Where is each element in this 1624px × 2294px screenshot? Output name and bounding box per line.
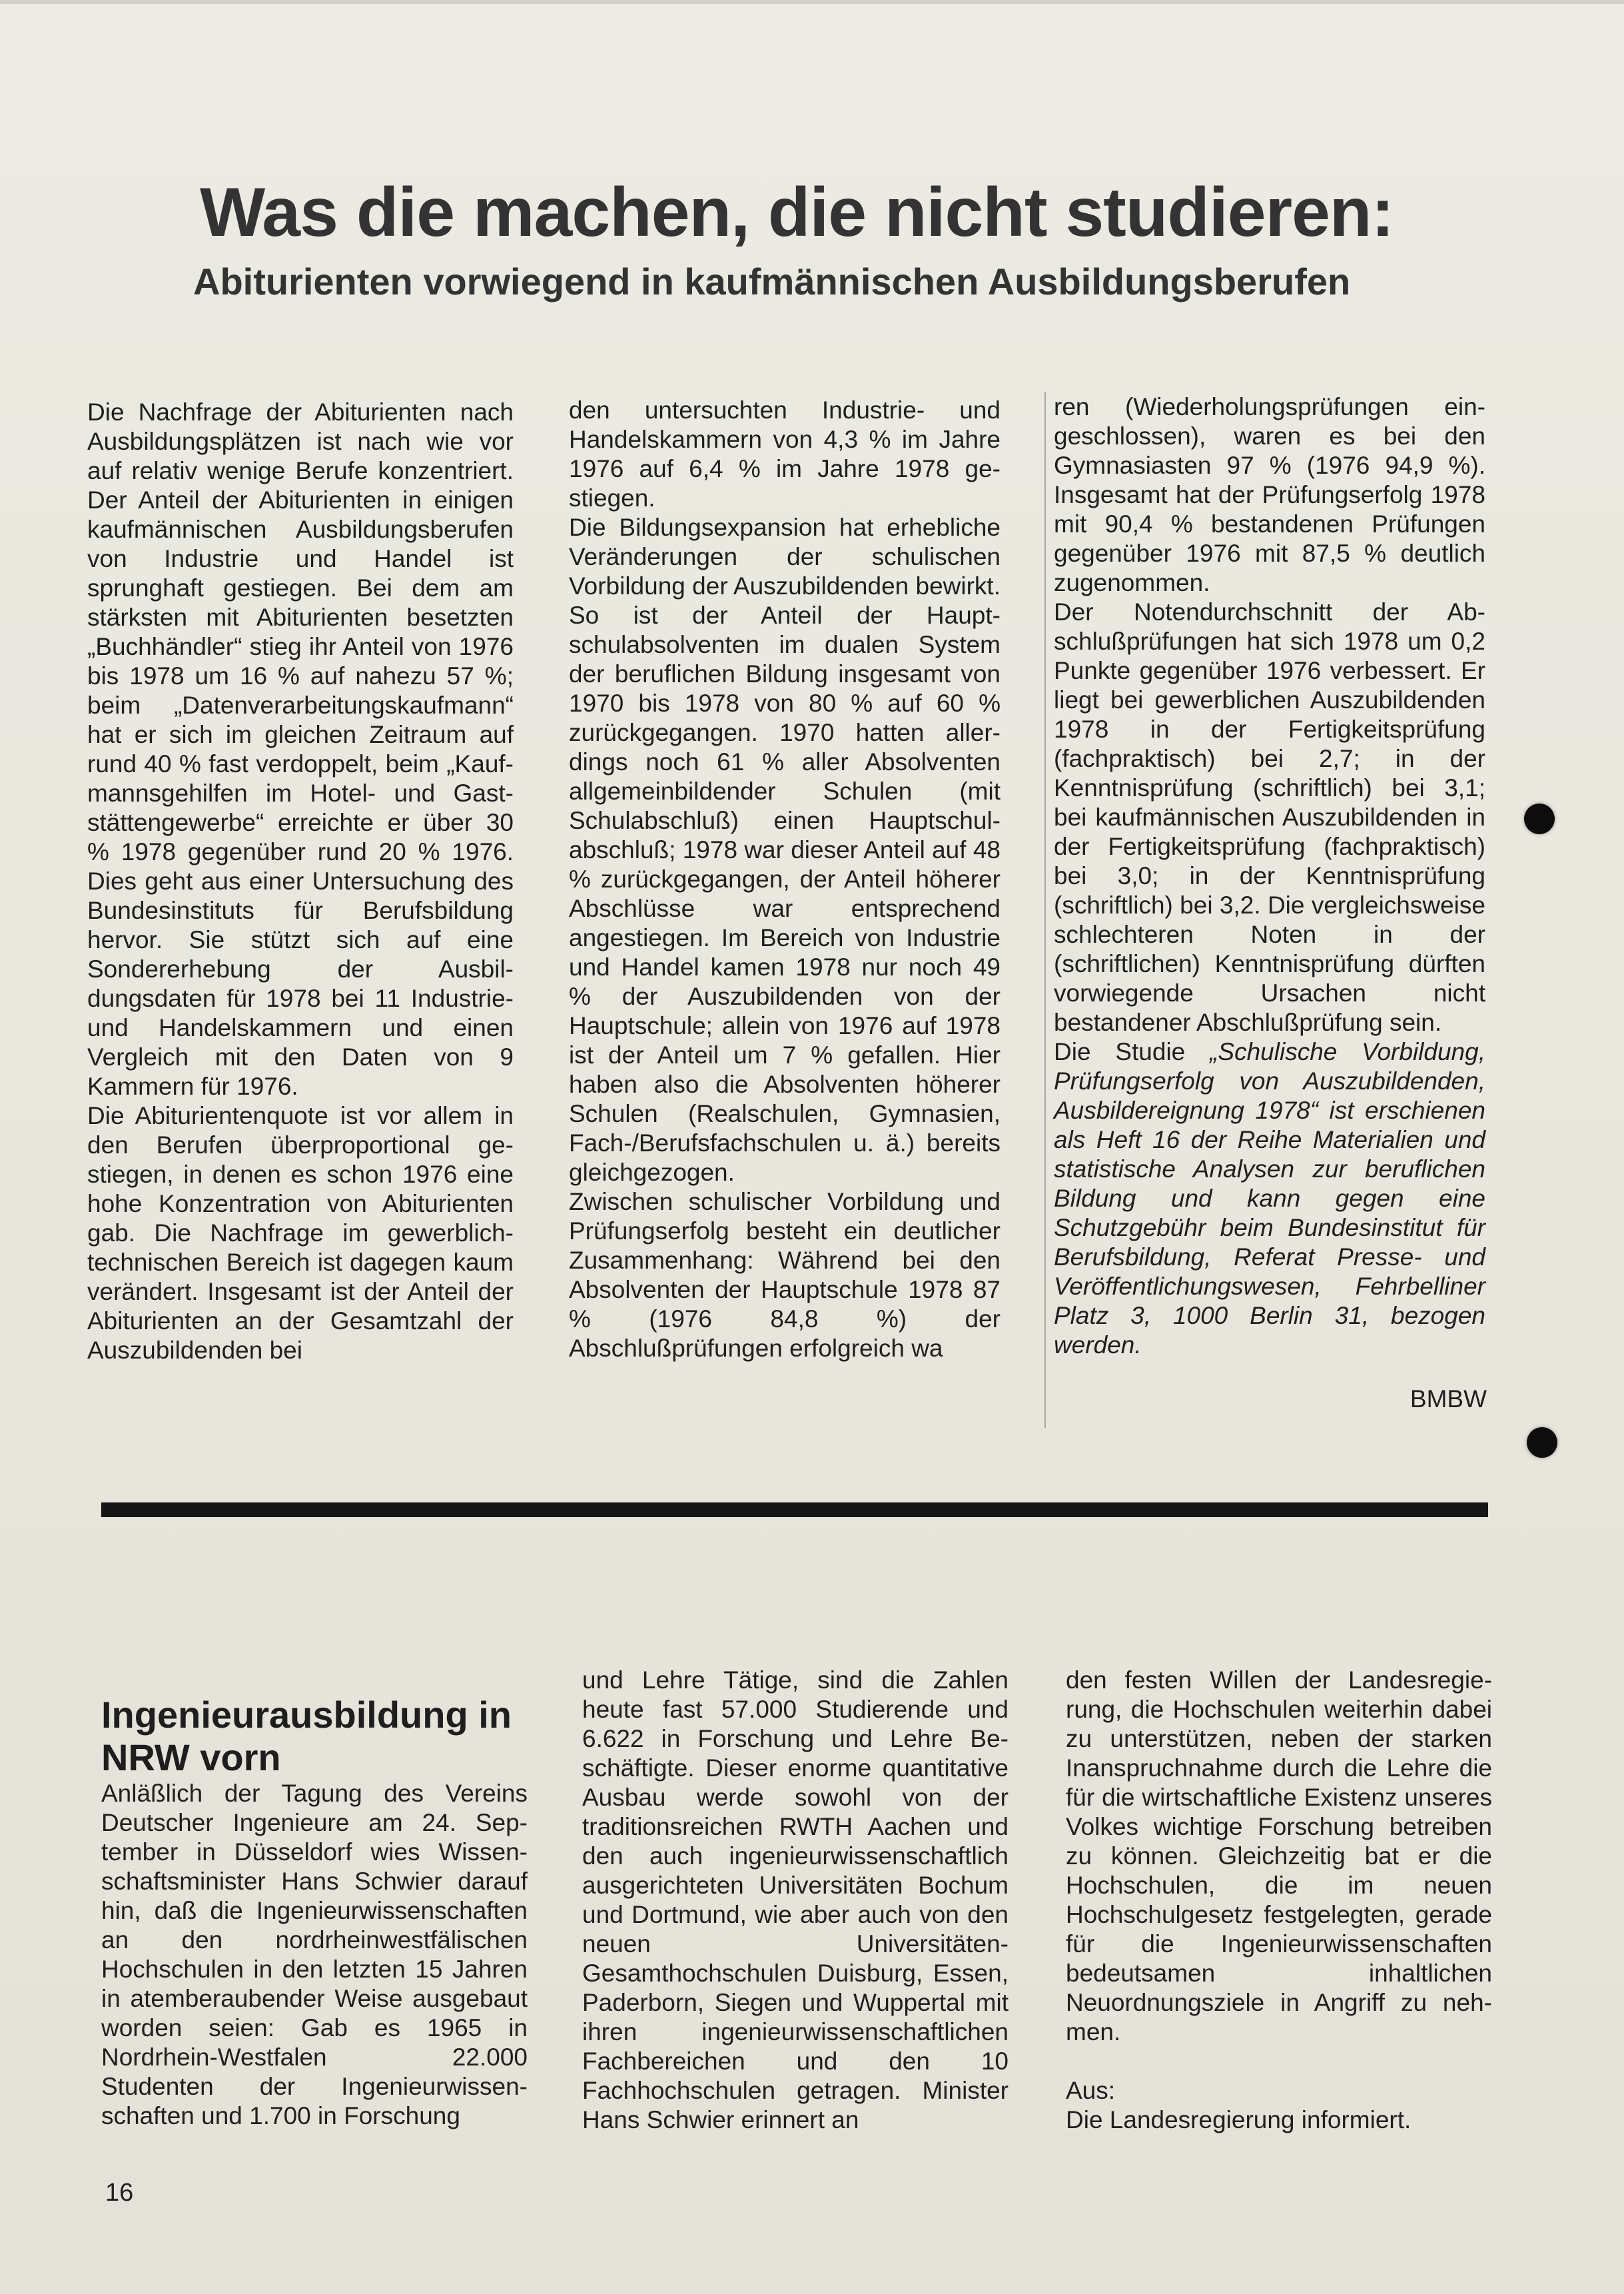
paragraph: Die Bildungsexpansion hat erhebliche Veränderungen der schulischen Vorbildung der Auszubildenden bewirkt. So ist der Anteil der Hauptschulabsolventen im dualen System der beruflichen Bildung insgesamt von 1970 bis 1978 von 80 % auf 60 % zurückgegangen. 1970 hatten allerdings noch 61 % aller Absolventen allgemeinbildender Schulen (mit Schulabschluß) einen Hauptschulabschluß; 1978 war dieser Anteil auf 48 % zurückgegangen, der Anteil höherer Abschlüsse war entsprechend angestiegen. Im Bereich von Industrie und Handel kamen 1978 nur noch 49 % der Auszubildenden von der Hauptschule; allein von 1976 auf 1978 ist der Anteil um 7 % gefallen. Hier haben also die Absolventen höherer Schulen (Realschulen, Gymnasien, Fach-/Berufsfachschulen u. ä.) bereits gleichgezogen.: [569, 514, 1001, 1186]
spacer: [1066, 2047, 1492, 2076]
study-citation: „Schulische Vorbildung, Prüfungserfolg von Auszubildenden, Ausbildereignung 1978“ ist erschienen als Heft 16 der Reihe Materialien und statistische Analysen zur beruflichen Bildung und kann gegen eine Schutzgebühr beim Bundesinstitut für Berufsbildung, Referat Presse- und Veröffentlichungswesen, Fehrbelliner Platz 3, 1000 Berlin 31, bezogen werden.: [1054, 1038, 1485, 1359]
article-signature: BMBW: [1410, 1385, 1487, 1413]
paragraph: Die Nachfrage der Abiturienten nach Ausbildungsplätzen ist nach wie vor auf relativ wenige Berufe konzentriert. Der Anteil der Abiturienten in einigen kaufmännischen Ausbildungsberufen von Industrie und Handel ist sprunghaft gestiegen. Bei dem am stärksten mit Abiturienten besetzten „Buchhändler“ stieg ihr Anteil von 1976 bis 1978 um 16 % auf nahezu 57 %; beim „Datenverarbeitungskaufmann“ hat er sich im gleichen Zeitraum auf rund 40 % fast verdoppelt, beim „Kaufmannsgehilfen im Hotel- und Gaststättengewerbe“ erreichte er über 30 % 1978 gegenüber rund 20 % 1976. Dies geht aus einer Untersuchung des Bundesinstituts für Berufsbildung hervor. Sie stützt sich auf eine Sondererhebung der Ausbildungsdaten für 1978 bei 11 Industrie- und Handelskammern und einen Vergleich mit den Daten von 9 Kammern für 1976.: [87, 398, 514, 1100]
paragraph: Anläßlich der Tagung des Vereins Deutscher Ingenieure am 24. September in Düsseldorf wies Wissenschaftsminister Hans Schwier darauf hin, daß die Ingenieurwissenschaften an den nordrheinwestfälischen Hochschulen in den letzten 15 Jahren in atemberaubender Weise ausgebaut worden seien: Gab es 1965 in Nordrhein-Westfalen 22.000 Studenten der Ingenieurwissenschaften und 1.700 in Forschung: [101, 1780, 528, 2129]
source-name: Die Landesregierung informiert.: [1066, 2106, 1412, 2133]
paragraph: Zwischen schulischer Vorbildung und Prüfungserfolg besteht ein deutlicher Zusammenhang: Während bei den Absolventen der Hauptschule 1978 87 % (1976 84,8 %) der Abschlußprüfungen erfolgreich wa: [569, 1188, 1001, 1362]
article-subheadline: Abiturienten vorwiegend in kaufmännischen Ausbildungsberufen: [193, 261, 1351, 302]
paragraph: den festen Willen der Landesregierung, die Hochschulen weiterhin dabei zu unterstützen, neben der starken Inanspruchnahme durch die Lehre die für die wirtschaftliche Existenz unseres Volkes wichtige Forschung betreiben zu können. Gleichzeitig bat er die Hochschulen, die im neuen Hochschulgesetz festgelegten, gerade für die Ingenieurwissenschaften bedeutsamen inhaltlichen Neuordnungsziele in Angriff zu nehmen.: [1066, 1666, 1492, 2045]
article2-column-2: [582, 1666, 1009, 2135]
paragraph: und Lehre Tätige, sind die Zahlen heute fast 57.000 Studierende und 6.622 in Forschung und Lehre Beschäftigte. Dieser enorme quantitative Ausbau werde sowohl von der traditionsreichen RWTH Aachen und den auch ingenieurwissenschaftlich ausgerichteten Universitäten Bochum und Dortmund, wie aber auch von den neuen Universitäten-Gesamthochschulen Duisburg, Essen, Paderborn, Siegen und Wuppertal mit ihren ingenieurwissenschaftlichen Fachbereichen und den 10 Fachhochschulen getragen. Minister Hans Schwier erinnert an: [582, 1666, 1009, 2133]
study-reference: [1054, 1037, 1485, 1360]
article1-column-2: [569, 396, 1001, 1363]
punch-hole: [1524, 804, 1555, 834]
paragraph: ren (Wiederholungsprüfungen eingeschlossen), waren es bei den Gymnasiasten 97 % (1976 94,9 %). Insgesamt hat der Prüfungserfolg 1978 mit 90,4 % bestandenen Prüfungen gegenüber 1976 mit 87,5 % deutlich zugenommen.: [1054, 393, 1485, 596]
article2-column-1: [101, 1779, 528, 2131]
paragraph: Die Abiturientenquote ist vor allem in den Berufen überproportional gestiegen, in denen es schon 1976 eine hohe Konzentration von Abiturienten gab. Die Nachfrage im gewerblich-technischen Bereich ist dagegen kaum verändert. Insgesamt ist der Anteil der Abiturienten an der Gesamtzahl der Auszubildenden bei: [87, 1102, 514, 1364]
study-lead: Die Studie: [1054, 1038, 1210, 1065]
page-number: 16: [105, 2179, 134, 2207]
punch-hole: [1527, 1427, 1557, 1458]
article1-column-3: [1054, 392, 1485, 1360]
section-divider-bar: [101, 1502, 1488, 1517]
top-edge: [0, 0, 1624, 4]
article1-column-1: [87, 398, 514, 1365]
article-headline: Was die machen, die nicht studieren:: [200, 174, 1394, 251]
article2-title: Ingenieurausbildung in NRW vorn: [101, 1694, 512, 1778]
article2-column-3: [1066, 1666, 1492, 2135]
paragraph: den untersuchten Industrie- und Handelskammern von 4,3 % im Jahre 1976 auf 6,4 % im Jahre 1978 gestiegen.: [569, 396, 1001, 512]
paragraph: Der Notendurchschnitt der Abschlußprüfungen hat sich 1978 um 0,2 Punkte gegenüber 1976 verbessert. Er liegt bei gewerblichen Auszubildenden 1978 in der Fertigkeitsprüfung (fachpraktisch) bei 2,7; in der Kenntnisprüfung (schriftlich) bei 3,1; bei kaufmännischen Auszubildenden in der Fertigkeitsprüfung (fachpraktisch) bei 3,0; in der Kenntnisprüfung (schriftlich) bei 3,2. Die vergleichsweise schlechteren Noten in der (schriftlichen) Kenntnisprüfung dürften vorwiegende Ursachen nicht bestandener Abschlußprüfung sein.: [1054, 598, 1485, 1036]
source-label: Aus:: [1066, 2077, 1116, 2104]
column-divider: [1044, 392, 1046, 1428]
